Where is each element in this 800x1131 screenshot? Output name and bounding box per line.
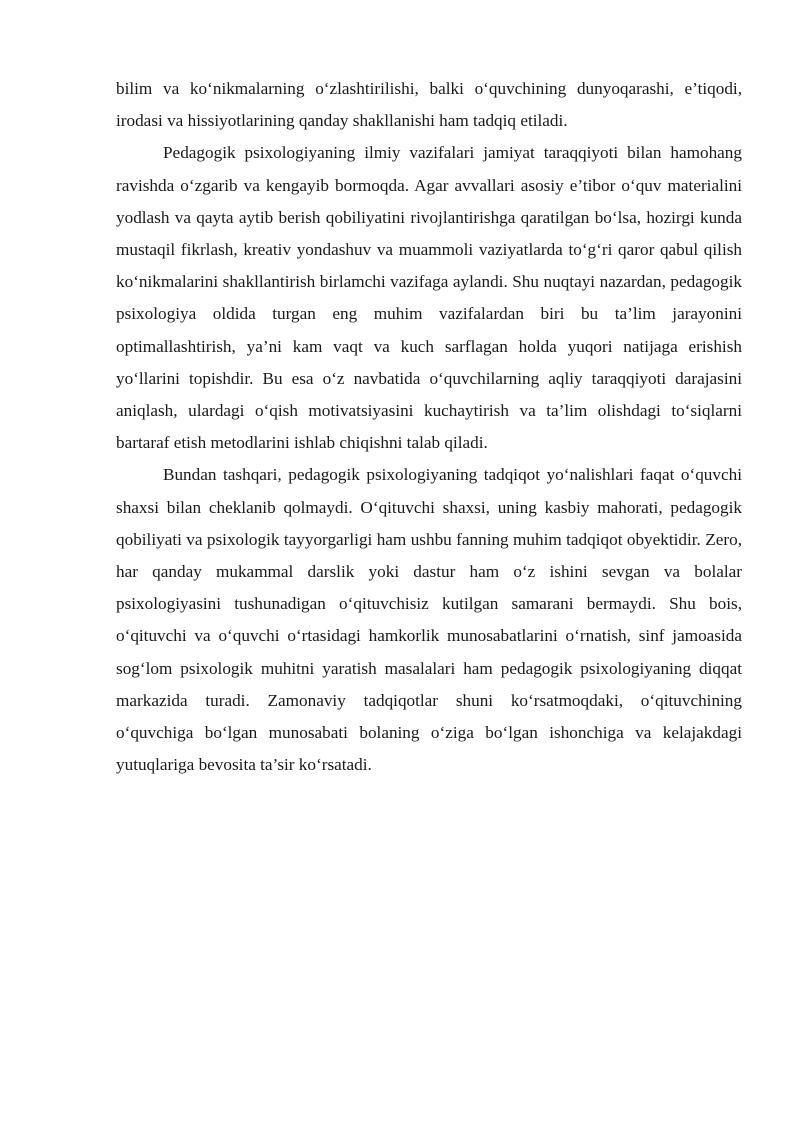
document-body: [116, 73, 742, 781]
paragraph-continuation: bilim va ko‘nikmalarning o‘zlashtirilishi, balki o‘quvchining dunyoqarashi, e’tiqodi, irodasi va hissiyotlarining qanday shakllanishi ham tadqiq etiladi.: [116, 79, 742, 131]
paragraph-research-directions: Bundan tashqari, pedagogik psixologiyaning tadqiqot yo‘nalishlari faqat o‘quvchi shaxsi bilan cheklanib qolmaydi. O‘qituvchi shaxsi, uning kasbiy mahorati, pedagogik qobiliyati va psixologik tayyorgarligi ham ushbu fanning muhim tadqiqot obyektidir. Zero, har qanday mukammal darslik yoki dastur ham o‘z ishini sevgan va bolalar psixologiyasini tushunadigan o‘qituvchisiz kutilgan samarani bermaydi. Shu bois, o‘qituvchi va o‘quvchi o‘rtasidagi hamkorlik munosabatlarini o‘rnatish, sinf jamoasida sog‘lom psixologik muhitni yaratish masalalari ham pedagogik psixologiyaning diqqat markazida turadi. Zamonaviy tadqiqotlar shuni ko‘rsatmoqdaki, o‘qituvchining o‘quvchiga bo‘lgan munosabati bolaning o‘ziga bo‘lgan ishonchiga va kelajakdagi yutuqlariga bevosita ta’sir ko‘rsatadi.: [116, 465, 742, 775]
paragraph-scientific-tasks: Pedagogik psixologiyaning ilmiy vazifalari jamiyat taraqqiyoti bilan hamohang ravishda o‘zgarib va kengayib bormoqda. Agar avvallari asosiy e’tibor o‘quv materialini yodlash va qayta aytib berish qobiliyatini rivojlantirishga qaratilgan bo‘lsa, hozirgi kunda mustaqil fikrlash, kreativ yondashuv va muammoli vaziyatlarda to‘g‘ri qaror qabul qilish ko‘nikmalarini shakllantirish birlamchi vazifaga aylandi. Shu nuqtayi nazardan, pedagogik psixologiya oldida turgan eng muhim vazifalardan biri bu ta’lim jarayonini optimallashtirish, ya’ni kam vaqt va kuch sarflagan holda yuqori natijaga erishish yo‘llarini topishdir. Bu esa o‘z navbatida o‘quvchilarning aqliy taraqqiyoti darajasini aniqlash, ulardagi o‘qish motivatsiyasini kuchaytirish va ta’lim olishdagi to‘siqlarni bartaraf etish metodlarini ishlab chiqishni talab qiladi.: [116, 143, 742, 453]
